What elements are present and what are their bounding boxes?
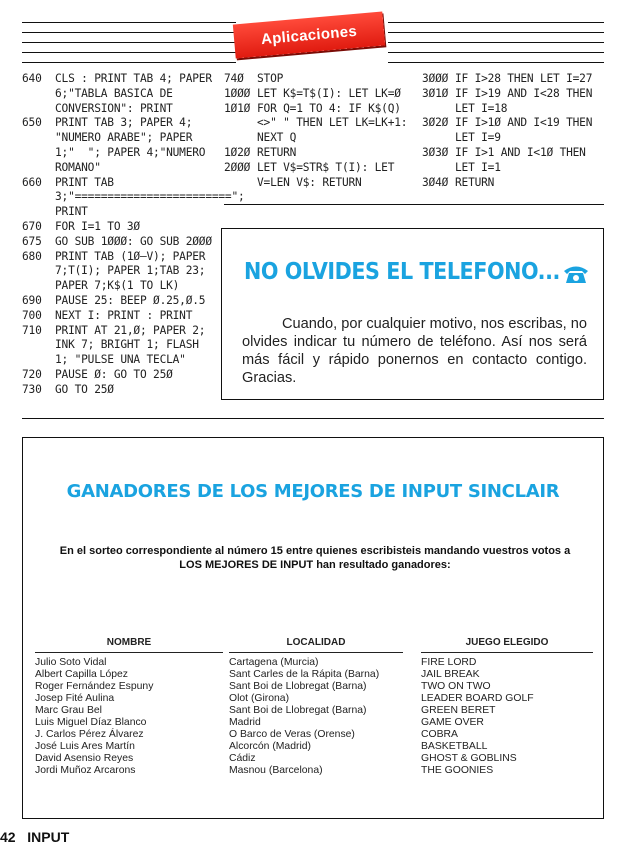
line-number: 690 [22,293,42,307]
code-text: LET K$=T$(I): LET LK=Ø [257,86,401,100]
line-number: 74Ø [224,72,244,85]
code-line [22,250,218,294]
header-underline [421,652,593,653]
winner-locality: Alcorcón (Madrid) [229,741,311,752]
line-number: 3Ø2Ø [422,116,449,130]
chosen-game: JAIL BREAK [421,669,480,680]
header-rule [388,42,604,43]
code-line [22,309,218,324]
code-line [22,72,218,116]
code-line [22,368,218,383]
code-text: PRINT TAB 3; PAPER 4; "NUMERO ARABE"; PAPER 1;" "; PAPER 4;"NUMERO ROMANO" [55,116,212,174]
code-line [22,324,218,368]
section-badge: Aplicaciones [233,12,385,59]
chosen-game: GAME OVER [421,717,484,728]
code-line [22,294,218,309]
code-line [422,72,604,87]
chosen-game: COBRA [421,729,458,740]
line-number: 640 [22,72,42,85]
ganadores-intro: En el sorteo correspondiente al número 15 entre quienes escribisteis mandando vuestros votos a LOS MEJORES DE INPUT han resultado ganadores: [59,545,571,571]
line-number: 1Ø1Ø [224,101,251,115]
winner-locality: Sant Carles de la Rápita (Barna) [229,669,380,680]
code-line [422,87,604,117]
winner-name: Marc Grau Bel [35,705,102,716]
chosen-game: LEADER BOARD GOLF [421,693,534,704]
winner-locality: Sant Boi de Llobregat (Barna) [229,705,367,716]
code-line [422,176,604,191]
code-text: LET V$=STR$ T(I): LET V=LEN V$: RETURN [257,160,401,189]
code-line [224,146,414,161]
code-line [224,87,414,102]
code-text: PRINT AT 21,Ø; PAPER 2; INK 7; BRIGHT 1; FLASH 1; "PULSE UNA TECLA" [55,323,212,367]
code-line [22,383,218,398]
line-number: 3ØØØ [422,72,449,85]
code-text: CLS : PRINT TAB 4; PAPER 6;"TABLA BASICA DE CONVERSION": PRINT [55,72,219,115]
code-text: PAUSE Ø: GO TO 25Ø [55,367,173,381]
winner-name: Albert Capilla López [35,669,128,680]
winner-locality: Olot (Girona) [229,693,290,704]
code-line [422,116,604,146]
code-text: STOP [257,72,284,85]
header-rule [22,22,236,23]
code-line [22,175,252,220]
winner-name: David Asensio Reyes [35,753,134,764]
page-number: 42 [0,829,16,845]
chosen-game: GHOST & GOBLINS [421,753,517,764]
line-number: 1Ø2Ø [224,145,251,159]
localidad-column [229,637,403,777]
line-number: 2ØØØ [224,160,251,174]
line-number: 670 [22,219,42,233]
header-rule [388,52,604,53]
code-text: NEXT I: PRINT : PRINT [55,308,193,322]
header-rule [22,62,236,63]
chosen-game: THE GOONIES [421,765,494,776]
nombre-header: NOMBRE [106,637,152,648]
winner-locality: Cartagena (Murcia) [229,657,319,668]
winner-name: J. Carlos Pérez Álvarez [35,729,144,740]
header-rule [388,22,604,23]
juego-column [421,637,593,777]
winner-locality: O Barco de Veras (Orense) [229,729,355,740]
code-text: IF I>1Ø AND I<19 THEN LET I=9 [455,116,599,145]
line-number: 720 [22,367,42,381]
juego-header: JUEGO ELEGIDO [465,637,549,648]
winner-locality: Masnou (Barcelona) [229,765,323,776]
nombre-column [35,637,223,777]
code-line [224,102,414,146]
code-text: PAUSE 25: BEEP Ø.25,Ø.5 [55,293,206,307]
ganadores-title: GANADORES DE LOS MEJORES DE INPUT SINCLAIR [66,481,560,502]
line-number: 3Ø1Ø [422,86,449,100]
code-text: IF I>1 AND I<1Ø THEN LET I=1 [455,145,593,174]
telefono-box [221,228,604,400]
chosen-game: TWO ON TWO [421,681,491,692]
telephone-icon [562,263,590,285]
line-number: 3Ø3Ø [422,145,449,159]
line-number: 3Ø4Ø [422,175,449,189]
code-text: PRINT TAB 3;"========================"; PRINT [55,175,252,219]
juego-list [421,657,593,777]
code-line [22,235,218,250]
header-underline [229,652,403,653]
line-number: 650 [22,116,42,130]
nombre-list [35,657,223,777]
header-rule [22,52,236,53]
code-listing-col3 [422,72,604,190]
code-line [224,72,414,87]
line-number: 660 [22,175,42,189]
code-divider [224,204,604,205]
winner-name: Jordi Muñoz Arcarons [35,765,136,776]
code-text: RETURN [257,145,297,159]
section-divider [22,418,604,419]
code-text: GO SUB 1ØØØ: GO SUB 2ØØØ [55,234,212,248]
line-number: 680 [22,249,42,263]
code-line [422,146,604,176]
winner-name: Roger Fernández Espuny [35,681,154,692]
line-number: 675 [22,234,42,248]
line-number: 730 [22,382,42,396]
header-rule [388,32,604,33]
winner-name: Julio Soto Vidal [35,657,107,668]
brand-name: INPUT [27,829,70,845]
code-listing-col2 [224,72,414,190]
ganadores-box [22,437,604,819]
code-text: FOR Q=1 TO 4: IF K$(Q)<>" " THEN LET LK=LK+1: NEXT Q [257,101,414,145]
page-footer [0,829,69,845]
code-text: PRINT TAB (1Ø–V); PAPER 7;T(I); PAPER 1;TAB 23; PAPER 7;K$(1 TO LK) [55,249,212,293]
code-text: FOR I=1 TO 3Ø [55,219,140,233]
line-number: 710 [22,323,42,337]
telefono-body: Cuando, por cualquier motivo, nos escribas, no olvides indicar tu número de teléfono. Así nos será más fácil y rápido ponernos en contacto contigo. Gracias. [242,316,588,386]
code-text: RETURN [455,175,495,189]
chosen-game: BASKETBALL [421,741,488,752]
code-text: GO TO 25Ø [55,382,114,396]
code-line [22,220,218,235]
winner-name: José Luis Ares Martín [35,741,135,752]
winner-locality: Cádiz [229,753,256,764]
winner-locality: Sant Boi de Llobregat (Barna) [229,681,367,692]
line-number: 1ØØØ [224,86,251,100]
code-line [22,116,218,175]
code-text: IF I>28 THEN LET I=27 [455,72,593,85]
code-text: IF I>19 AND I<28 THEN LET I=18 [455,86,599,115]
header-rule [22,32,236,33]
line-number: 700 [22,308,42,322]
header-rule [388,62,604,63]
localidad-header: LOCALIDAD [286,637,346,648]
winner-name: Luis Miguel Díaz Blanco [35,717,147,728]
header-underline [35,652,223,653]
localidad-list [229,657,403,777]
telefono-title: NO OLVIDES EL TELEFONO... [244,259,560,285]
winner-locality: Madrid [229,717,261,728]
chosen-game: GREEN BERET [421,705,496,716]
header-rule [22,42,236,43]
code-line [224,161,414,191]
chosen-game: FIRE LORD [421,657,477,668]
winner-name: Josep Fité Aulina [35,693,115,704]
